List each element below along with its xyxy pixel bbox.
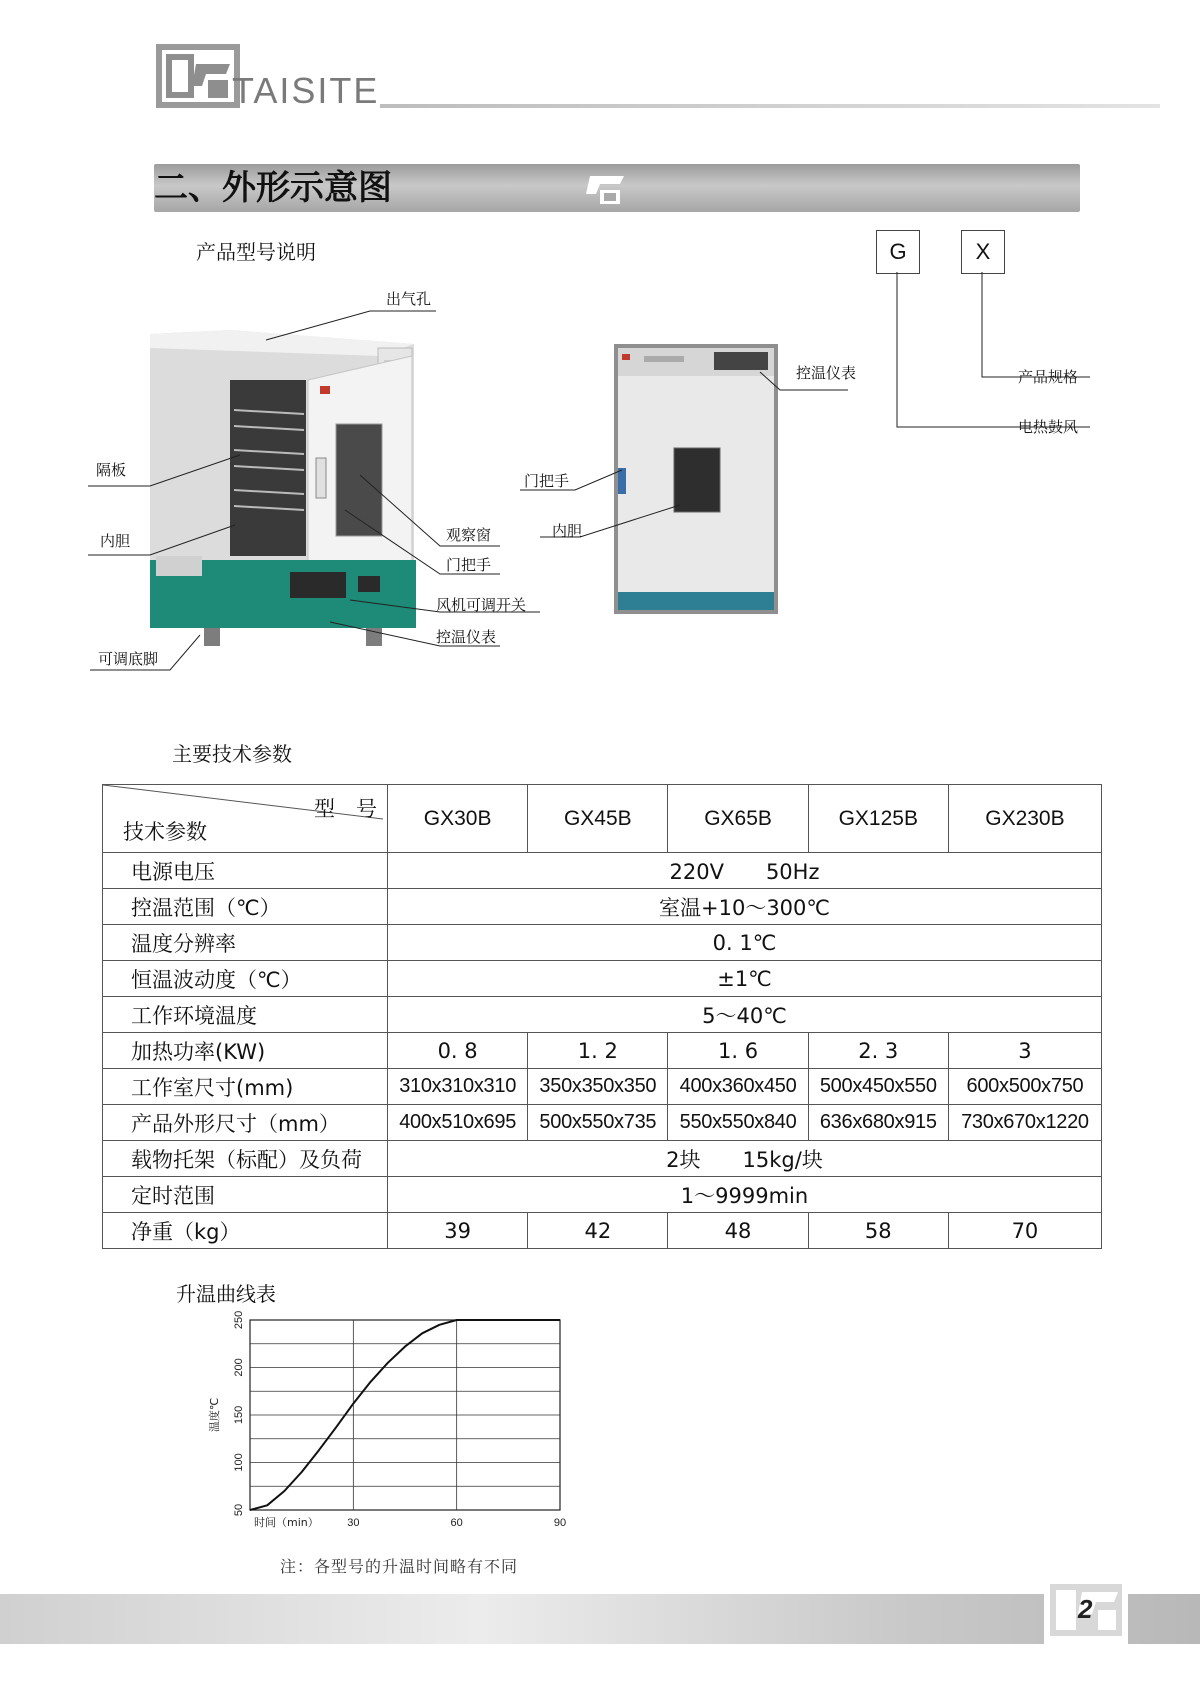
row-label: 载物托架（标配）及负荷 — [103, 1141, 388, 1177]
row-value: 0. 1℃ — [388, 925, 1102, 961]
row-cell: 1. 2 — [528, 1033, 668, 1069]
y-tick-label: 50 — [233, 1503, 245, 1517]
row-cell: 350x350x350 — [528, 1069, 668, 1105]
row-label: 加热功率(KW) — [103, 1033, 388, 1069]
spec-row-voltage — [103, 853, 1102, 889]
row-value: ±1℃ — [388, 961, 1102, 997]
row-value: 5～40℃ — [388, 997, 1102, 1033]
brand-name: TAISITE — [232, 70, 380, 111]
model-gx125b: GX125B — [808, 785, 948, 853]
spec-header-row — [103, 785, 1102, 853]
spec-row-ambient — [103, 997, 1102, 1033]
spec-row-power — [103, 1033, 1102, 1069]
spec-table — [102, 784, 1102, 1249]
model-gx65b: GX65B — [668, 785, 808, 853]
label-liner: 内胆 — [100, 532, 131, 550]
row-label: 温度分辨率 — [103, 925, 388, 961]
x-axis-label: 时间（min） — [254, 1516, 319, 1529]
row-cell: 400x360x450 — [668, 1069, 808, 1105]
spec-row-shelf-load — [103, 1141, 1102, 1177]
curve-title: 升温曲线表 — [176, 1282, 276, 1306]
y-tick-label: 100 — [233, 1453, 245, 1472]
specs-title: 主要技术参数 — [172, 742, 292, 766]
x-tick-label: 60 — [450, 1517, 463, 1529]
row-label: 控温范围（℃） — [103, 889, 388, 925]
row-label: 工作环境温度 — [103, 997, 388, 1033]
spec-header-corner — [103, 785, 388, 853]
row-cell: 550x550x840 — [668, 1105, 808, 1141]
label-fan-switch: 风机可调开关 — [436, 596, 527, 614]
curve-note: 注：各型号的升温时间略有不同 — [280, 1557, 519, 1576]
model-gx230b: GX230B — [948, 785, 1101, 853]
row-cell: 48 — [668, 1213, 808, 1249]
y-tick-label: 200 — [233, 1358, 245, 1377]
row-label: 净重（kg） — [103, 1213, 388, 1249]
label-vent: 出气孔 — [386, 290, 432, 308]
row-label: 恒温波动度（℃） — [103, 961, 388, 997]
spec-row-fluctuation — [103, 961, 1102, 997]
row-cell: 636x680x915 — [808, 1105, 948, 1141]
row-cell: 2. 3 — [808, 1033, 948, 1069]
row-label: 电源电压 — [103, 853, 388, 889]
label-controller: 控温仪表 — [436, 628, 497, 646]
spec-row-weight — [103, 1213, 1102, 1249]
row-cell: 730x670x1220 — [948, 1105, 1101, 1141]
spec-row-chamber-size — [103, 1069, 1102, 1105]
row-cell: 310x310x310 — [388, 1069, 528, 1105]
label2-liner: 内胆 — [552, 522, 583, 540]
code-meaning-type: 电热鼓风 — [1018, 418, 1079, 436]
label-window: 观察窗 — [446, 526, 492, 544]
row-cell: 39 — [388, 1213, 528, 1249]
y-axis-label: 温度℃ — [208, 1397, 221, 1433]
row-cell: 58 — [808, 1213, 948, 1249]
code-letter-g: G — [876, 230, 920, 274]
row-label: 工作室尺寸(mm) — [103, 1069, 388, 1105]
row-cell: 500x450x550 — [808, 1069, 948, 1105]
y-tick-label: 250 — [233, 1310, 245, 1330]
header-param-label: 技术参数 — [123, 820, 207, 844]
row-value: 室温+10～300℃ — [388, 889, 1102, 925]
row-cell: 3 — [948, 1033, 1101, 1069]
row-cell: 70 — [948, 1213, 1101, 1249]
label2-handle: 门把手 — [524, 472, 570, 490]
row-cell: 0. 8 — [388, 1033, 528, 1069]
code-letter-x: X — [961, 230, 1005, 274]
row-cell: 500x550x735 — [528, 1105, 668, 1141]
row-value: 220V 50Hz — [388, 853, 1102, 889]
row-value: 1～9999min — [388, 1177, 1102, 1213]
row-cell: 600x500x750 — [948, 1069, 1101, 1105]
label-handle: 门把手 — [446, 556, 492, 574]
label2-controller: 控温仪表 — [796, 364, 857, 382]
model-gx45b: GX45B — [528, 785, 668, 853]
code-meaning-spec: 产品规格 — [1018, 368, 1079, 386]
row-cell: 400x510x695 — [388, 1105, 528, 1141]
heating-curve-chart — [190, 1310, 590, 1540]
model-gx30b: GX30B — [388, 785, 528, 853]
model-section-title: 产品型号说明 — [196, 240, 316, 264]
header-model-label: 型 号 — [314, 797, 377, 821]
label-shelf: 隔板 — [96, 461, 127, 479]
spec-row-resolution — [103, 925, 1102, 961]
y-tick-label: 150 — [233, 1405, 245, 1425]
row-value: 2块 15kg/块 — [388, 1141, 1102, 1177]
section-title: 二、外形示意图 — [154, 168, 392, 208]
page-number: 2 — [1078, 1594, 1093, 1624]
row-label: 定时范围 — [103, 1177, 388, 1213]
row-cell: 1. 6 — [668, 1033, 808, 1069]
x-tick-label: 30 — [347, 1517, 360, 1529]
x-tick-label: 90 — [553, 1517, 567, 1529]
footer-band — [0, 1594, 1200, 1644]
row-cell: 42 — [528, 1213, 668, 1249]
spec-row-outer-size — [103, 1105, 1102, 1141]
spec-row-temp-range — [103, 889, 1102, 925]
label-feet: 可调底脚 — [98, 650, 159, 668]
spec-row-timer — [103, 1177, 1102, 1213]
row-label: 产品外形尺寸（mm） — [103, 1105, 388, 1141]
